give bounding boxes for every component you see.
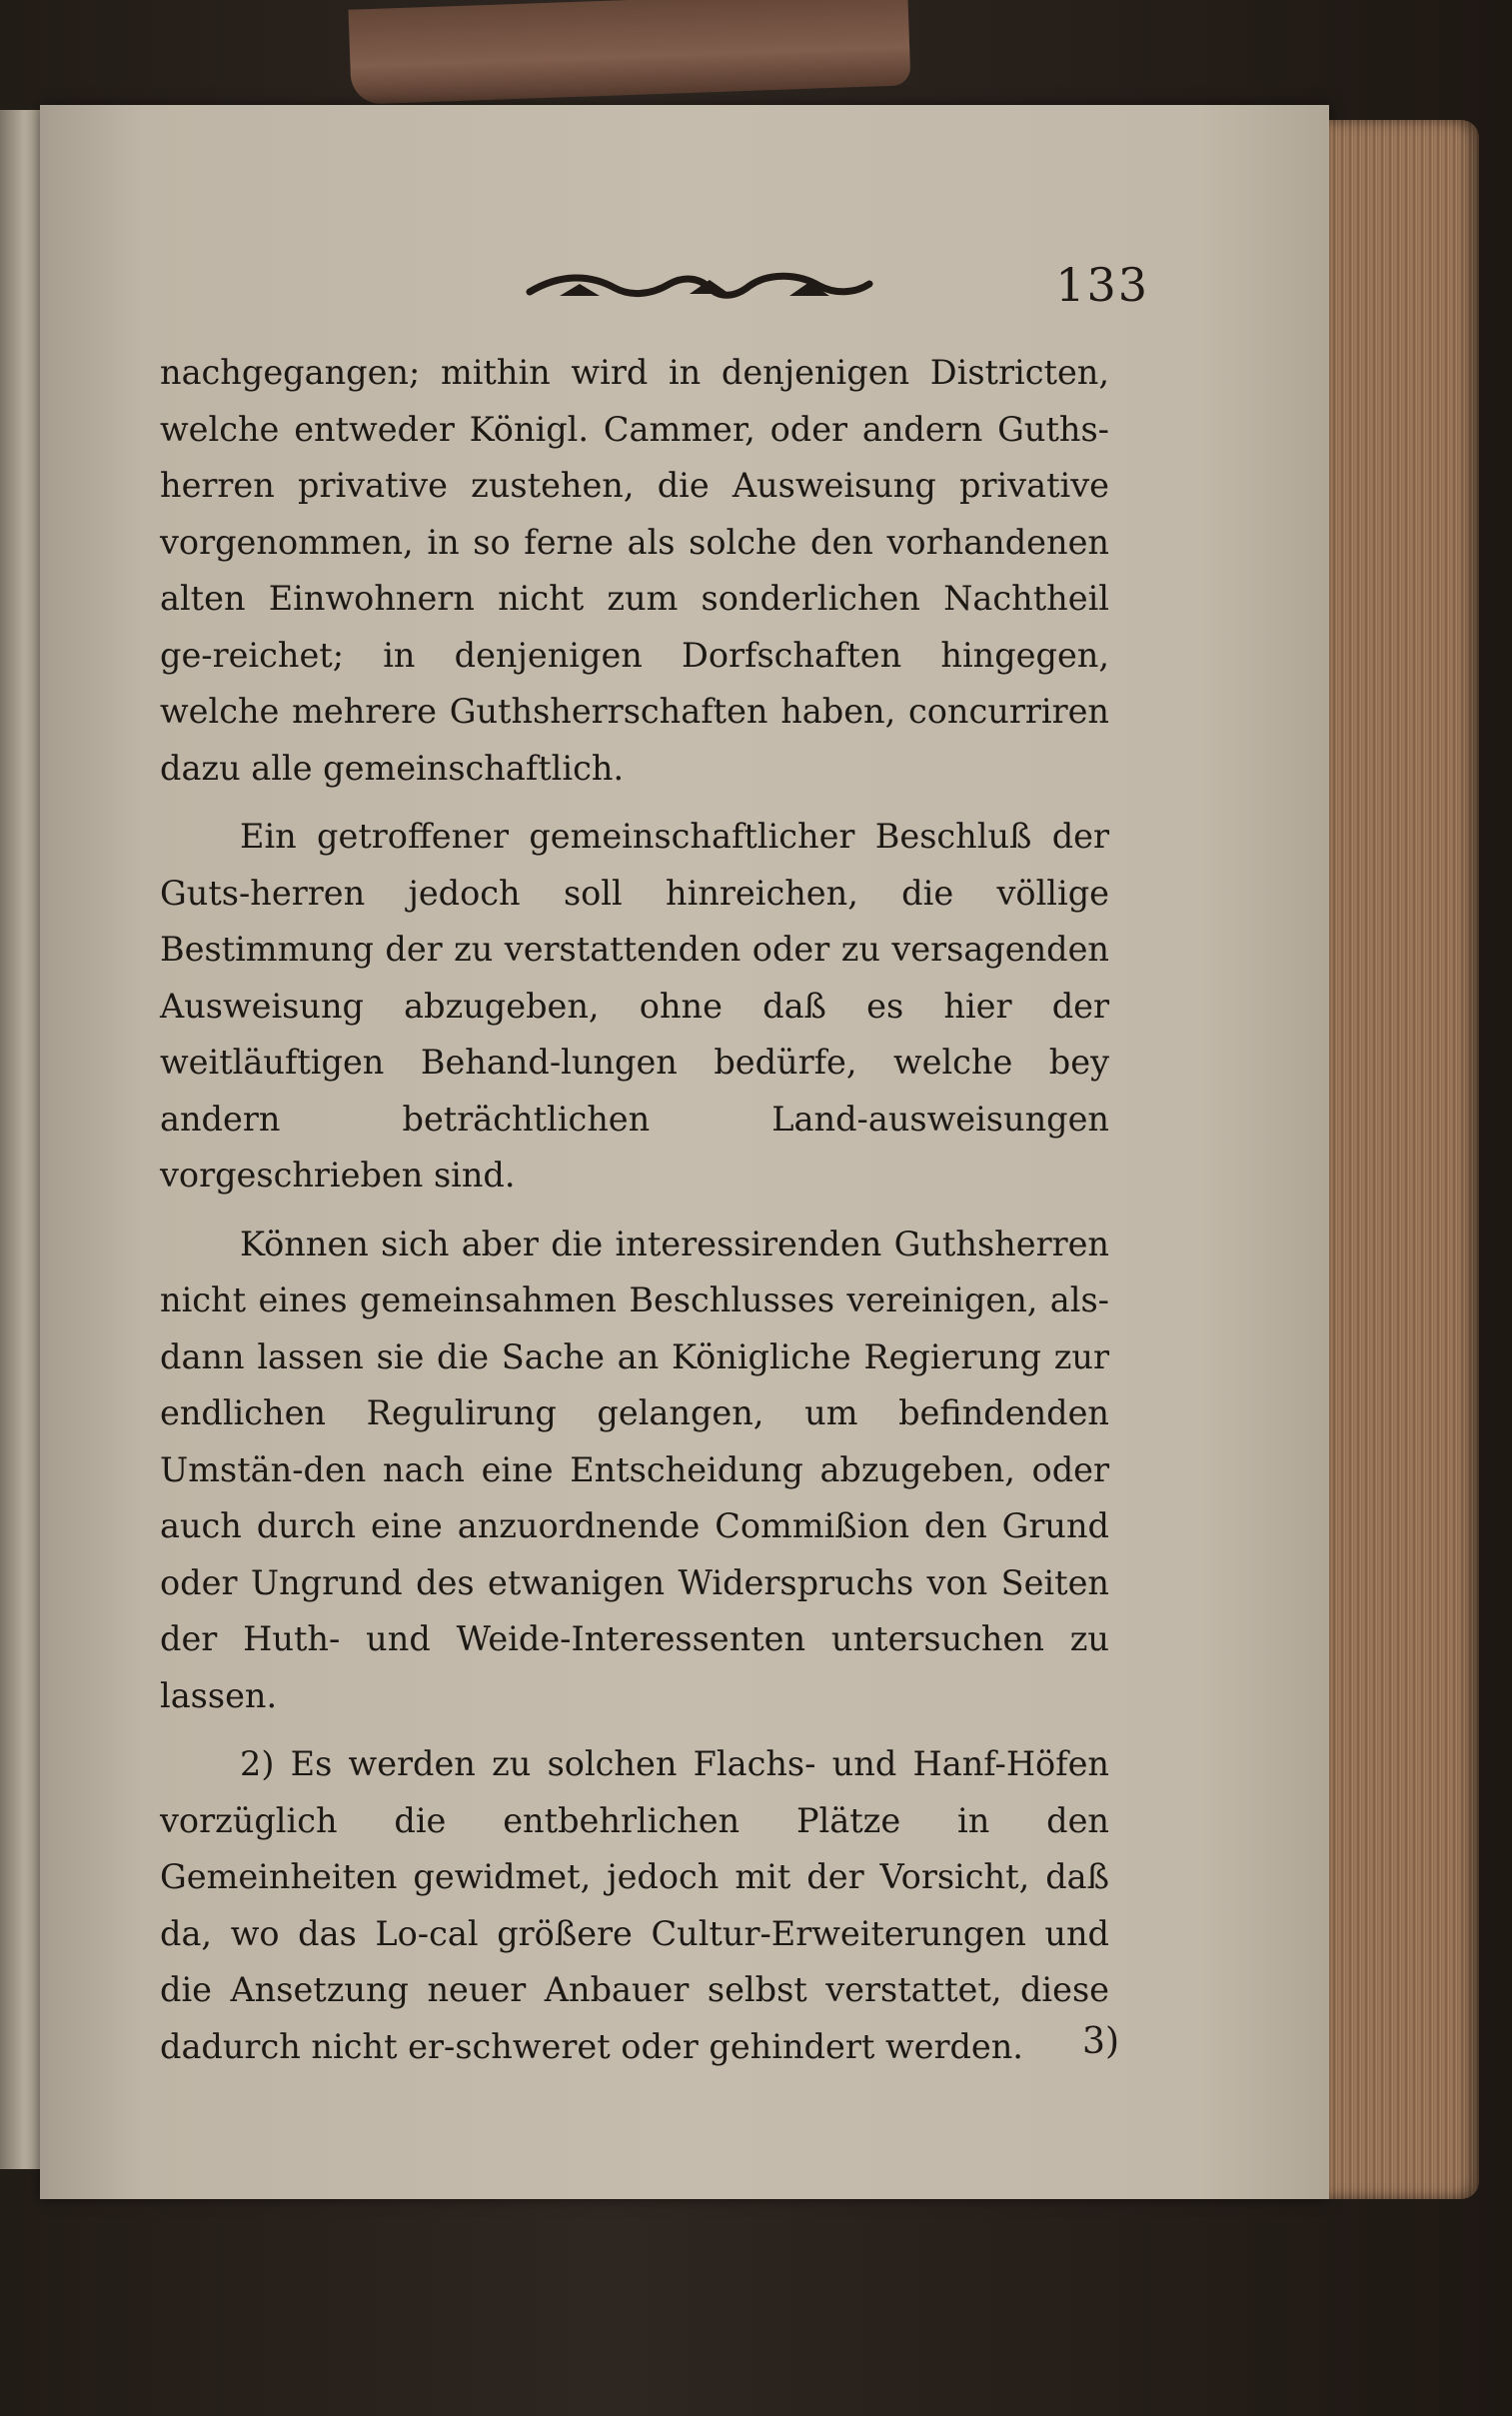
page-body (160, 345, 1109, 2075)
paragraph: 2) Es werden zu solchen Flachs- und Hanf-Höfen vorzüglich die entbehrlichen Plätze in den Gemeinheiten gewidmet, jedoch mit der Vorsicht, daß da, wo das Lo-cal größere Cultur-Erweiterungen und die Ansetzung neuer Anbauer selbst verstattet, diese dadurch nicht er-schweret oder gehindert werden. (160, 1744, 1109, 2066)
header-ornament-icon (520, 266, 879, 310)
facing-page-edge (0, 110, 40, 2169)
page-number: 133 (1055, 258, 1149, 312)
page-block-edge (1329, 120, 1479, 2199)
catchword: 3) (1082, 2021, 1119, 2062)
paragraph: Können sich aber die interessirenden Guthsherren nicht eines gemeinsahmen Beschlusses vereinigen, als-dann lassen sie die Sache an Königliche Regierung zur endlichen Regulirung gelangen, um befindenden Umstän-den nach eine Entscheidung abzugeben, oder auch durch eine anzuordnende Commißion den Grund oder Ungrund des etwanigen Widerspruchs von Seiten der Huth- und Weide-Interessenten untersuchen zu lassen. (160, 1223, 1109, 1715)
paragraph: nachgegangen; mithin wird in denjenigen Districten, welche entweder Königl. Cammer, oder andern Guths-herren privative zustehen, die Ausweisung privative vorgenommen, in so ferne als solche den vorhandenen alten Einwohnern nicht zum sonderlichen Nachtheil ge-reichet; in denjenigen Dorfschaften hingegen, welche mehrere Guthsherrschaften haben, concurriren dazu alle gemeinschaftlich. (160, 353, 1109, 788)
page-header (160, 258, 1159, 318)
paragraph: Ein getroffener gemeinschaftlicher Beschluß der Guts-herren jedoch soll hinreichen, die völlige Bestimmung der zu verstattenden oder zu versagenden Ausweisung abzugeben, ohne daß es hier der weitläuftigen Behand-lungen bedürfe, welche bey andern beträchtlichen Land-ausweisungen vorgeschrieben sind. (160, 817, 1109, 1195)
